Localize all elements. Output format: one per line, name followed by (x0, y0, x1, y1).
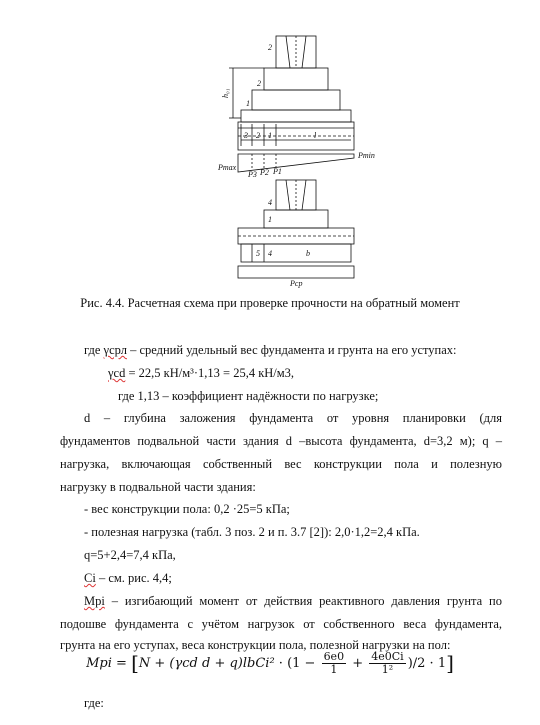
label-dim3: 3 (244, 131, 248, 140)
formula-lhs: Mpi (86, 656, 112, 671)
label-dim-l: l (314, 131, 317, 140)
step-4-lower (264, 210, 328, 228)
calculation-scheme-figure (0, 0, 540, 290)
label-dim4: 4 (268, 249, 272, 258)
label-p1: P1 (273, 167, 282, 176)
paragraph-line-1: d – глубина заложения фундамента от уровня планировки (для (84, 411, 502, 425)
symbol-gamma-avg: γсрл (103, 343, 127, 357)
symbol-ci: Ci (84, 571, 96, 585)
text-line-2: γcd = 22,5 кН/м³·1,13 = 25,4 кН/м3, (108, 366, 295, 380)
q-value: q=5+2,4=7,4 кПа, (84, 548, 176, 562)
step-3-upper (241, 110, 351, 122)
label-col2: 2 (268, 43, 272, 52)
label-col4: 4 (268, 198, 272, 207)
label-dim5: 5 (256, 249, 260, 258)
fraction-2: $\frac{4e0Ci}{\text{1²}}$ (371, 650, 404, 676)
moment-line-1: Mpi – изгибающий момент от действия реактивного давления грунта по (84, 594, 502, 608)
text-line-3: где 1,13 – коэффициент надёжности по нагрузке; (118, 389, 379, 403)
label-dim2: 2 (256, 131, 260, 140)
moment-line-3: грунта на его уступах, веса конструкции пола, полезной нагрузки на пол: (60, 638, 451, 652)
label-dim-b: b (306, 249, 310, 258)
bullet-floor-weight: - вес конструкции пола: 0,2 ·25=5 кПа; (84, 502, 290, 516)
moment-line-2: подошве фундамента с учётом нагрузок от собственного веса фундамента, (60, 617, 502, 631)
label-step2: 2 (257, 79, 261, 88)
symbol-gamma-cd: γcd (108, 366, 126, 380)
bullet-live-load: - полезная нагрузка (табл. 3 поз. 2 и п. 3.7 [2]): 2,0·1,2=2,4 кПа. (84, 525, 420, 539)
label-pmin: Pmin (358, 151, 375, 160)
paragraph-line-3: нагрузка, включающая собственный вес конструкции пола и полезную (60, 457, 502, 471)
moment-formula: Mpi = [N + (γcd d + q)lbCi² · (1 − $\frac{6e0}{1}$ + $\frac{4e0Ci}{\text{1²}}$ )/2 · 1] (86, 650, 454, 676)
symbol-mpi: Mpi (84, 594, 105, 608)
step-2-upper (264, 68, 328, 90)
label-col4-sub: 1 (268, 215, 272, 224)
text-line-1: где γсрл – средний удельный вес фундамента и грунта на его уступах: (84, 343, 457, 357)
label-p2: P2 (260, 168, 269, 177)
paragraph-line-2: фундаментов подвальной части здания d –высота фундамента, d=3,2 м); q – (60, 434, 502, 448)
label-h: h₀₁ (221, 88, 230, 98)
label-dim1: 1 (268, 131, 272, 140)
step-1-upper (252, 90, 340, 110)
figure-caption: Рис. 4.4. Расчетная схема при проверке прочности на обратный момент (80, 296, 460, 310)
label-pmax: Pmax (218, 163, 237, 172)
ci-line: Ci – см. рис. 4,4; (84, 571, 172, 585)
label-p3: P3 (248, 170, 257, 179)
fraction-1: $\frac{6e0}{1}$ (323, 650, 345, 676)
pressure-bar-lower (238, 266, 354, 278)
label-step1: 1 (246, 99, 250, 108)
paragraph-line-4: нагрузку в подвальной части здания: (60, 480, 256, 494)
label-pcp: Pcp (290, 279, 303, 288)
where-label: где: (84, 696, 104, 710)
formula-body: N + (γcd d + q)lbCi² (138, 656, 275, 671)
